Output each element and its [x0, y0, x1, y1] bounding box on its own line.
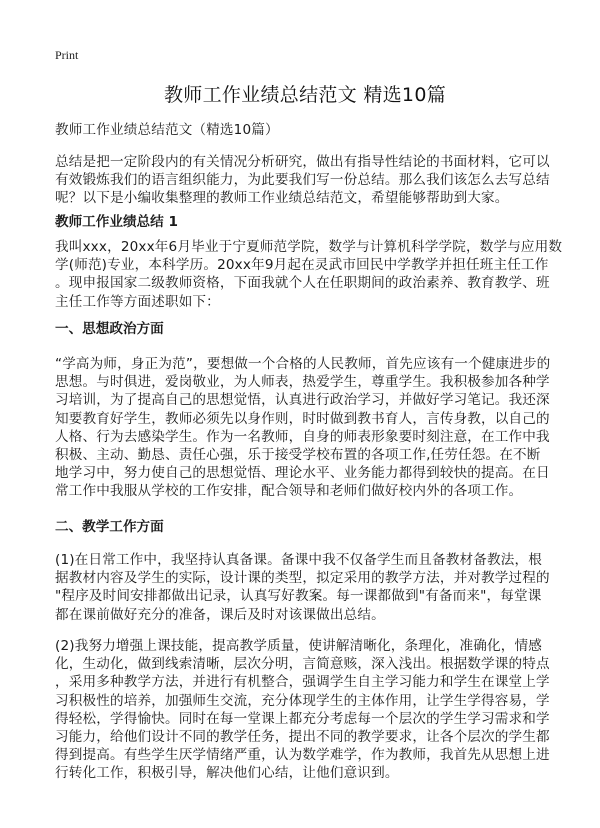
- bio-paragraph: [55, 238, 563, 311]
- text-line: 总结是把一定阶段内的有关情况分析研究，做出有指导性结论的书面材料，它可以: [55, 154, 550, 170]
- text-line: (1)在日常工作中，我坚持认真备课。备课中我不仅备学生而且备教材备教法，根: [55, 552, 542, 568]
- text-line: 习培训，为了提高自己的思想觉悟，认真进行政治学习，并做好学习笔记。我还深: [55, 392, 550, 409]
- section-heading: 教师工作业绩总结 1: [55, 214, 178, 230]
- text-line: 有效锻炼我们的语言组织能力，为此要我们写一份总结。那么我们该怎么去写总结: [55, 172, 550, 189]
- text-line: 我叫xxx，20xx年6月毕业于宁夏师范学院，数学与计算机科学学院，数学与应用数: [55, 239, 563, 255]
- text-line: 习积极性的培养，加强师生交流，充分体现学生的主体作用，让学生学得容易，学: [55, 692, 550, 709]
- subtitle: 教师工作业绩总结范文（精选10篇）: [55, 122, 279, 138]
- teaching-paragraph-1: [55, 551, 555, 624]
- text-line: 常工作中我服从学校的工作安排，配合领导和老师们做好校内外的各项工作。: [55, 483, 523, 500]
- text-line: "程序及时间安排都做出记录，认真写好教案。每一课都做到"有备而来"，每堂课: [55, 588, 542, 605]
- text-line: 学(师范)专业，本科学历。20xx年9月起在灵武市回民中学教学并担任班主任工作: [55, 257, 549, 274]
- text-line: 人格、行为去感染学生。作为一名教师，自身的师表形象要时刻注意，在工作中我: [55, 428, 550, 445]
- page-title: 教师工作业绩总结范文 精选10篇: [163, 84, 447, 106]
- text-line: 行转化工作，积极引导，解决他们心结，让他们意识到。: [55, 765, 399, 782]
- text-line: 思想。与时俱进，爱岗敬业，为人师表，热爱学生，尊重学生。我积极参加各种学: [55, 374, 550, 391]
- intro-paragraph: [55, 153, 555, 208]
- teaching-paragraph-2: [55, 637, 555, 783]
- text-line: 积极、主动、勤恳、责任心强，乐于接受学校布置的各项工作,任劳任怨。在不断: [55, 447, 541, 464]
- politics-heading: 一、思想政治方面: [55, 321, 164, 337]
- text-line: 都在课前做好充分的准备，课后及时对该课做出总结。: [55, 606, 385, 623]
- text-line: 呢？以下是小编收集整理的教师工作业绩总结范文，希望能够帮助到大家。: [55, 190, 509, 207]
- print-link[interactable]: Print: [55, 48, 79, 62]
- text-line: 得到提高。有些学生厌学情绪严重，认为数学难学，作为教师，我首先从思想上进: [55, 747, 550, 764]
- text-line: ，采用多种教学方法，并进行有机整合，强调学生自主学习能力和学生在课堂上学: [55, 674, 550, 691]
- politics-paragraph: [55, 355, 555, 501]
- text-line: (2)我努力增强上课技能，提高教学质量，使讲解清晰化，条理化，准确化，情感: [55, 638, 542, 654]
- text-line: 习能力，给他们设计不同的教学任务，提出不同的教学要求，让各个层次的学生都: [55, 729, 550, 746]
- text-line: 化，生动化，做到线索清晰，层次分明，言简意赅，深入浅出。根据数学课的特点: [55, 656, 550, 673]
- text-line: 据教材内容及学生的实际，设计课的类型，拟定采用的教学方法，并对教学过程的: [55, 570, 550, 587]
- text-line: “学高为师，身正为范”，要想做一个合格的人民教师，首先应该有一个健康进步的: [55, 356, 551, 372]
- text-line: 得轻松，学得愉快。同时在每一堂课上都充分考虑每一个层次的学生学习需求和学: [55, 710, 550, 727]
- text-line: 地学习中，努力使自己的思想觉悟、理论水平、业务能力都得到较快的提高。在日: [55, 465, 550, 482]
- text-line: 主任工作等方面述职如下：: [55, 293, 220, 310]
- text-line: 。现申报国家二级教师资格，下面我就个人在任职期间的政治素养、教育教学、班: [55, 275, 550, 292]
- teaching-heading: 二、教学工作方面: [55, 519, 164, 535]
- text-line: 知要教育好学生，教师必须先以身作则，时时做到教书育人，言传身教，以自己的: [55, 410, 550, 427]
